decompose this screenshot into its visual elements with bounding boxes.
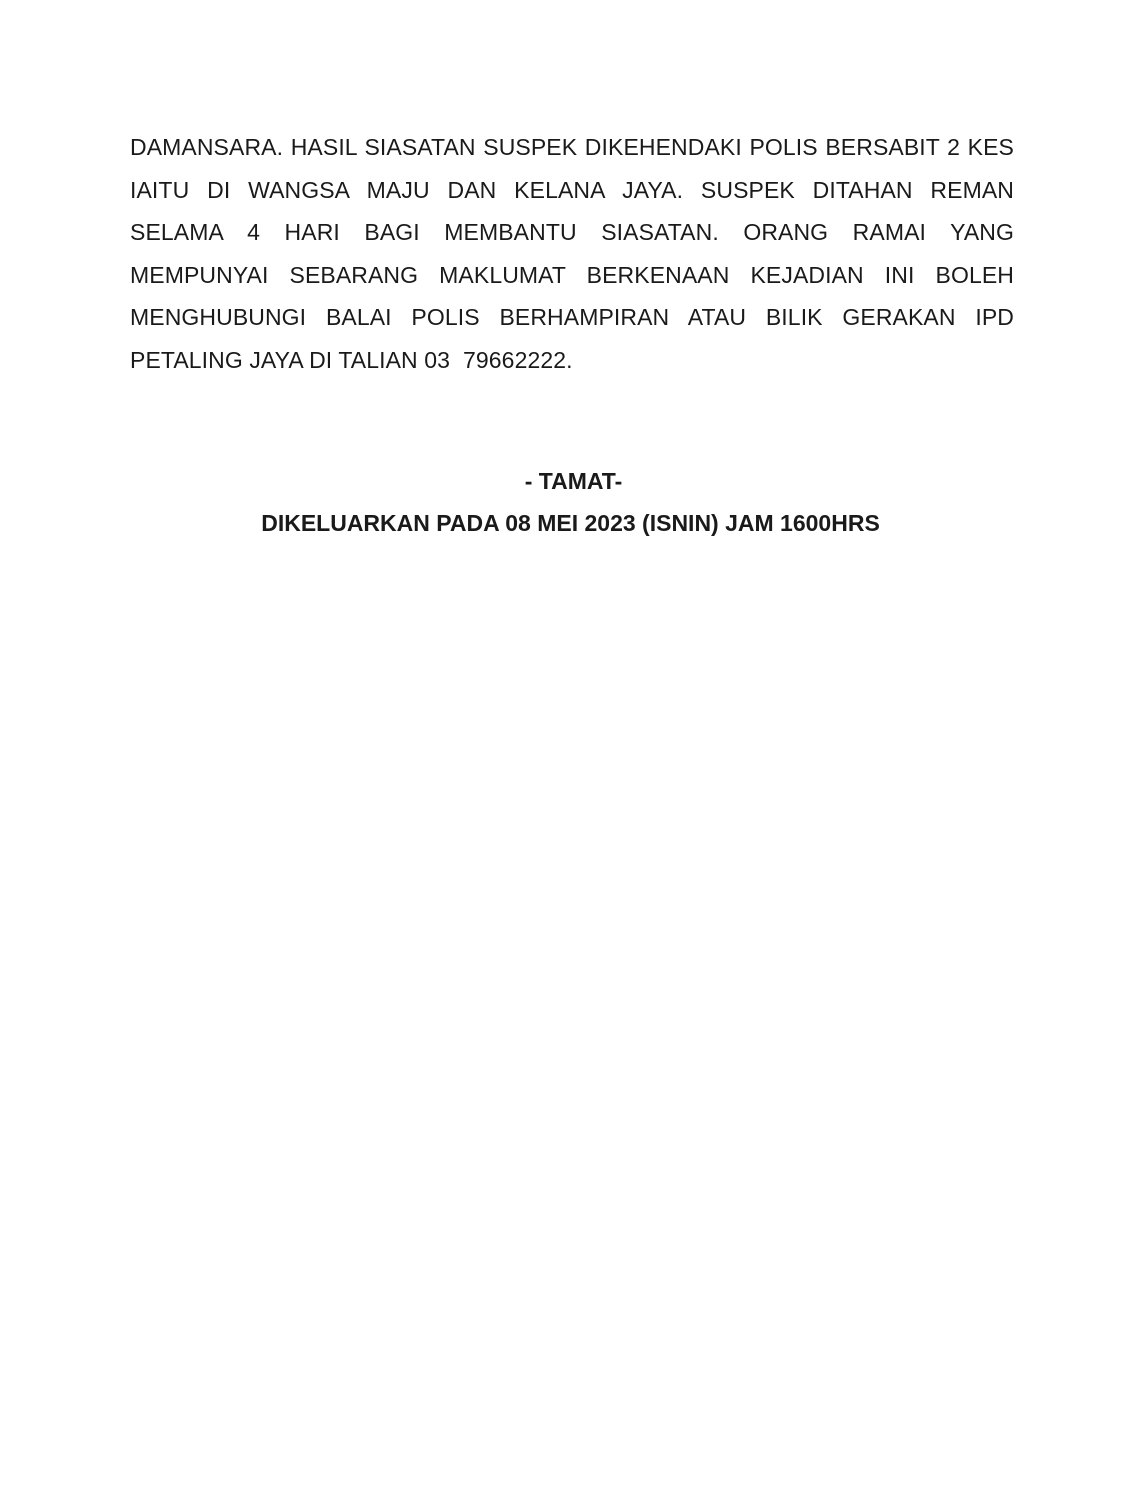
body-line: SELAMA 4 HARI BAGI MEMBANTU SIASATAN. ORANG RAMAI YANG [130,219,1014,245]
end-marker: - TAMAT- [524,468,623,494]
press-release-body [130,126,1014,381]
body-line: MENGHUBUNGI BALAI POLIS BERHAMPIRAN ATAU BILIK GERAKAN IPD [130,304,1014,330]
body-line: IAITU DI WANGSA MAJU DAN KELANA JAYA. SUSPEK DITAHAN REMAN [130,176,1014,203]
body-line: PETALING JAYA DI TALIAN 03 79662222. [130,346,573,373]
issued-date-line: DIKELUARKAN PADA 08 MEI 2023 (ISNIN) JAM 1600HRS [261,510,880,536]
body-line: DAMANSARA. HASIL SIASATAN SUSPEK DIKEHENDAKI POLIS BERSABIT 2 KES [130,134,1014,160]
body-line: MEMPUNYAI SEBARANG MAKLUMAT BERKENAAN KEJADIAN INI BOLEH [130,261,1014,288]
